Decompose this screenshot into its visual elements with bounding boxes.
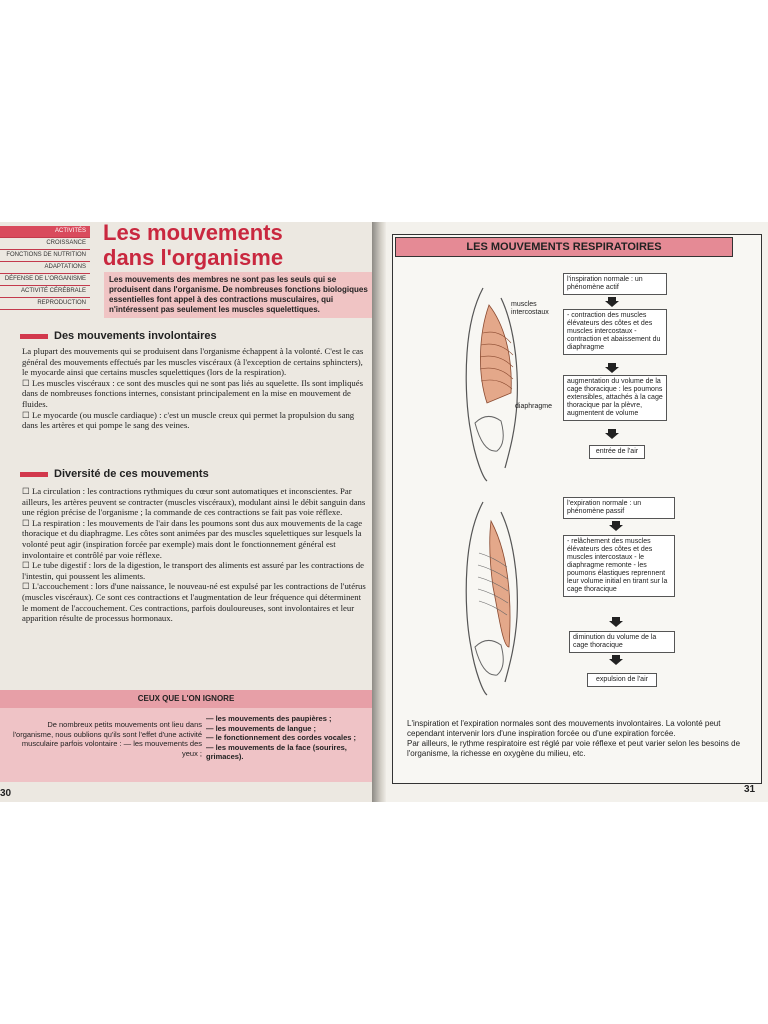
- flow-box-expiration-1: l'expiration normale : un phénomène passif: [563, 497, 675, 519]
- list-item: — les mouvements des paupières ;: [206, 714, 332, 723]
- section1-body: [22, 346, 368, 431]
- flow-box-inspiration-2: - contraction des muscles élévateurs des côtes et des muscles intercostaux - contraction et abaissement du diaphragme: [563, 309, 667, 355]
- section2-paragraph-4: ☐ L'accouchement : lors d'une naissance, le nouveau-né est expulsé par les contractions de l'utérus (muscles viscéraux). Ce sont ces contractions et l'augmentation de leur fréquence qui déterminent le moment de l'accouchement. Ces contractions, parfois douloureuses, sont involontaires et leur apparition résulte de processus hormonaux.: [22, 581, 366, 624]
- section1-paragraph-1: La plupart des mouvements qui se produisent dans l'organisme échappent à la volonté. C'est le cas général des mouvements effectués par les muscles viscéraux (à l'exception de certains sphincters), le myocarde ainsi que certains muscles squelettiques (lors de la respiration).: [22, 346, 364, 378]
- nav-item-croissance: CROISSANCE: [0, 238, 90, 250]
- section2-paragraph-3: ☐ Le tube digestif : lors de la digestion, le transport des aliments est assuré par les contractions de l'intestin, qui poussent les aliments.: [22, 560, 364, 581]
- section-heading-involontaires: [20, 330, 217, 342]
- arrow-down-icon: [605, 301, 619, 307]
- flow-box-inspiration-1: l'inspiration normale : un phénomène actif: [563, 273, 667, 295]
- box-right-list: [206, 714, 372, 762]
- flow-box-inspiration-4: entrée de l'air: [589, 445, 645, 459]
- nav-item-activites: ACTIVITÉS: [0, 226, 90, 238]
- open-book: [0, 222, 768, 802]
- nav-item-adaptations: ADAPTATIONS: [0, 262, 90, 274]
- arrow-down-icon: [609, 659, 623, 665]
- box-left-text: De nombreux petits mouvements ont lieu dans l'organisme, nous oublions qu'ils sont l'effet d'une activité musculaire parfois volontaire : — les mouvements des yeux ;: [12, 720, 202, 758]
- box-title: CEUX QUE L'ON IGNORE: [0, 690, 372, 708]
- flow-box-expiration-2: - relâchement des muscles élévateurs des côtes et des muscles intercostaux - le diaphragme remonte - les poumons élastiques reprennent leur volume initial en tirant sur la cage thoracique: [563, 535, 675, 597]
- book-spine: [372, 222, 386, 802]
- page-number-left: 30: [0, 788, 12, 799]
- chapter-nav: [0, 226, 90, 310]
- section1-paragraph-3: ☐ Le myocarde (ou muscle cardiaque) : c'est un muscle creux qui permet la propulsion du sang dans les artères et qui pompe le sang des veines.: [22, 409, 355, 431]
- nav-item-reproduction: REPRODUCTION: [0, 298, 90, 310]
- left-page: [0, 222, 372, 802]
- section-bar-decoration: [20, 472, 48, 477]
- arrow-down-icon: [609, 525, 623, 531]
- arrow-down-icon: [605, 367, 619, 373]
- arrow-down-icon: [605, 433, 619, 439]
- section1-title: Des mouvements involontaires: [54, 330, 217, 342]
- figure-frame: [392, 234, 762, 784]
- caption-paragraph-2: Par ailleurs, le rythme respiratoire est réglé par voie réflexe et peut varier selon les besoins de l'organisme, la richesse en oxygène du milieu, etc.: [407, 739, 741, 758]
- title-line-1: Les mouvements: [103, 222, 283, 245]
- torso-expiration-illustration: [453, 497, 533, 697]
- right-page: [386, 222, 768, 802]
- flow-box-expiration-4: expulsion de l'air: [587, 673, 657, 687]
- nav-item-activite-cerebrale: ACTIVITÉ CÉRÉBRALE: [0, 286, 90, 298]
- section2-body: [22, 486, 368, 624]
- list-item: — les mouvements de la face (sourires, grimaces).: [206, 742, 347, 761]
- figure-banner: LES MOUVEMENTS RESPIRATOIRES: [395, 237, 733, 257]
- section-heading-diversite: [20, 468, 209, 480]
- section-bar-decoration: [20, 334, 48, 339]
- caption-paragraph-1: L'inspiration et l'expiration normales sont des mouvements involontaires. La volonté peut cependant intervenir lors d'une inspiration forcée ou d'une expiration forcée.: [407, 719, 721, 738]
- intro-box: Les mouvements des membres ne sont pas les seuls qui se produisent dans l'organisme. De nombreuses fonctions biologiques essentielles font appel à des contractions musculaires, qui n'intéressent pas seulement les muscles squelettiques.: [104, 272, 372, 318]
- flow-box-inspiration-3: augmentation du volume de la cage thoracique : les poumons extensibles, attachés à la cage thoracique par la plèvre, augmentent de volume: [563, 375, 667, 421]
- arrow-down-icon: [609, 621, 623, 627]
- sidebar-box: [0, 690, 372, 782]
- nav-item-nutrition: FONCTIONS DE NUTRITION: [0, 250, 90, 262]
- label-diaphragme: diaphragme: [515, 403, 552, 410]
- page-number-right: 31: [744, 784, 756, 795]
- nav-item-defense: DÉFENSE DE L'ORGANISME: [0, 274, 90, 286]
- list-item: — les mouvements de langue ;: [206, 723, 317, 733]
- page-title: [103, 222, 283, 270]
- title-line-2: dans l'organisme: [103, 245, 284, 270]
- figure-caption: [407, 719, 751, 759]
- section2-title: Diversité de ces mouvements: [54, 468, 209, 480]
- section2-paragraph-2: ☐ La respiration : les mouvements de l'air dans les poumons sont dus aux mouvements de la cage thoracique et du diaphragme. Les côtes sont animées par des muscles squelettiques sur lesquels la volonté peut agir (inspiration forcée par exemple) mais dont le fonctionnement général est involontaire et contrôlé par voie réflexe.: [22, 517, 363, 560]
- section1-paragraph-2: ☐ Les muscles viscéraux : ce sont des muscles qui ne sont pas liés au squelette. Ils sont impliqués dans de nombreuses fonctions internes, consistant principalement en la mise en mouvement de fluides.: [22, 377, 363, 409]
- label-muscles-intercostaux: muscles intercostaux: [511, 301, 549, 316]
- list-item: — le fonctionnement des cordes vocales ;: [206, 733, 357, 742]
- section2-paragraph-1: ☐ La circulation : les contractions rythmiques du cœur sont automatiques et inconscientes. Par ailleurs, les artères peuvent se contracter (muscles viscéraux), modulant ainsi le débit sanguin dans une région précise de l'organisme ; la commande de ces contractions se fait pas voie réflexe.: [22, 486, 366, 518]
- flow-box-expiration-3: diminution du volume de la cage thoracique: [569, 631, 675, 653]
